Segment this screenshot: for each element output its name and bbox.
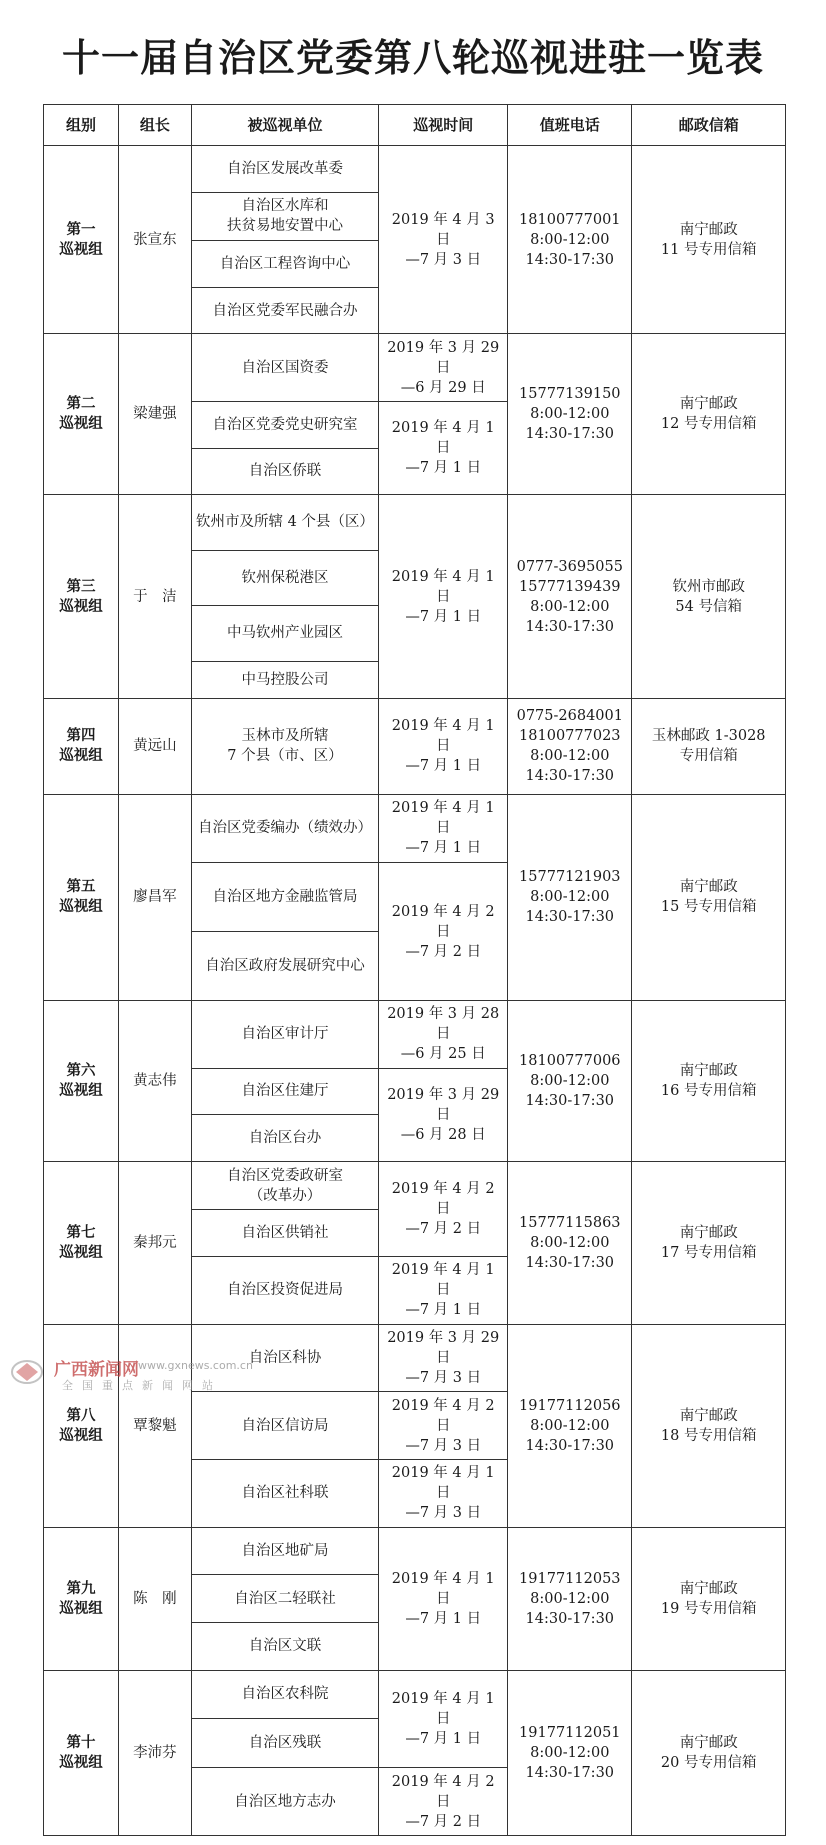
mailbox-cell: 南宁邮政 18 号专用信箱 bbox=[632, 1324, 786, 1527]
table-row bbox=[44, 1324, 786, 1392]
unit-cell: 自治区住建厅 bbox=[191, 1068, 379, 1115]
mailbox-cell: 南宁邮政 12 号专用信箱 bbox=[632, 334, 786, 495]
table-row bbox=[44, 794, 786, 863]
unit-cell: 自治区供销社 bbox=[191, 1210, 379, 1257]
unit-cell: 中马钦州产业园区 bbox=[191, 606, 379, 661]
page-title: 十一届自治区党委第八轮巡视进驻一览表 bbox=[61, 36, 764, 80]
leader-cell: 李沛芬 bbox=[119, 1670, 192, 1835]
phone-cell: 18100777006 8:00-12:00 14:30-17:30 bbox=[508, 1000, 632, 1161]
header-phone: 值班电话 bbox=[508, 105, 632, 146]
group-cell: 第九 巡视组 bbox=[44, 1527, 119, 1670]
group-cell: 第五 巡视组 bbox=[44, 794, 119, 1000]
watermark-slogan: 全国重点新闻网站 bbox=[62, 1379, 222, 1392]
phone-cell: 18100777001 8:00-12:00 14:30-17:30 bbox=[508, 146, 632, 334]
table-row bbox=[44, 495, 786, 550]
mailbox-cell: 南宁邮政 17 号专用信箱 bbox=[632, 1161, 786, 1324]
unit-cell: 自治区信访局 bbox=[191, 1392, 379, 1460]
unit-cell: 自治区地矿局 bbox=[191, 1527, 379, 1575]
leader-cell: 张宣东 bbox=[119, 146, 192, 334]
watermark-name: 广西新闻网 bbox=[54, 1360, 139, 1380]
phone-cell: 0775-2684001 18100777023 8:00-12:00 14:30-17:30 bbox=[508, 699, 632, 794]
header-time: 巡视时间 bbox=[379, 105, 508, 146]
leader-cell: 秦邦元 bbox=[119, 1161, 192, 1324]
header-leader: 组长 bbox=[119, 105, 192, 146]
unit-cell: 自治区地方志办 bbox=[191, 1768, 379, 1836]
leader-cell: 覃黎魁 bbox=[119, 1324, 192, 1527]
phone-cell: 19177112051 8:00-12:00 14:30-17:30 bbox=[508, 1670, 632, 1835]
unit-cell: 玉林市及所辖 7 个县（市、区） bbox=[191, 699, 379, 794]
group-cell: 第二 巡视组 bbox=[44, 334, 119, 495]
time-cell: 2019 年 4 月 2 日 —7 月 2 日 bbox=[379, 1768, 508, 1836]
time-cell: 2019 年 3 月 29 日 —6 月 28 日 bbox=[379, 1068, 508, 1161]
phone-cell: 15777121903 8:00-12:00 14:30-17:30 bbox=[508, 794, 632, 1000]
phone-cell: 19177112056 8:00-12:00 14:30-17:30 bbox=[508, 1324, 632, 1527]
unit-cell: 自治区侨联 bbox=[191, 448, 379, 495]
unit-cell: 自治区投资促进局 bbox=[191, 1256, 379, 1324]
table-row bbox=[44, 1000, 786, 1068]
unit-cell: 中马控股公司 bbox=[191, 661, 379, 699]
group-cell: 第四 巡视组 bbox=[44, 699, 119, 794]
time-cell: 2019 年 4 月 1 日 —7 月 1 日 bbox=[379, 402, 508, 495]
unit-cell: 自治区地方金融监管局 bbox=[191, 863, 379, 932]
time-cell: 2019 年 4 月 1 日 —7 月 1 日 bbox=[379, 495, 508, 699]
leader-cell: 梁建强 bbox=[119, 334, 192, 495]
header-row bbox=[44, 105, 786, 146]
mailbox-cell: 南宁邮政 20 号专用信箱 bbox=[632, 1670, 786, 1835]
unit-cell: 自治区政府发展研究中心 bbox=[191, 932, 379, 1001]
unit-cell: 钦州保税港区 bbox=[191, 550, 379, 605]
leader-cell: 黄志伟 bbox=[119, 1000, 192, 1161]
mailbox-cell: 南宁邮政 15 号专用信箱 bbox=[632, 794, 786, 1000]
time-cell: 2019 年 4 月 1 日 —7 月 1 日 bbox=[379, 699, 508, 794]
watermark-url: www.gxnews.com.cn bbox=[138, 1359, 253, 1372]
unit-cell: 自治区科协 bbox=[191, 1324, 379, 1392]
group-cell: 第七 巡视组 bbox=[44, 1161, 119, 1324]
unit-cell: 自治区文联 bbox=[191, 1622, 379, 1670]
unit-cell: 自治区社科联 bbox=[191, 1459, 379, 1527]
leader-cell: 陈 刚 bbox=[119, 1527, 192, 1670]
time-cell: 2019 年 3 月 29 日 —7 月 3 日 bbox=[379, 1324, 508, 1392]
phone-cell: 15777115863 8:00-12:00 14:30-17:30 bbox=[508, 1161, 632, 1324]
time-cell: 2019 年 4 月 1 日 —7 月 3 日 bbox=[379, 1459, 508, 1527]
header-group: 组别 bbox=[44, 105, 119, 146]
unit-cell: 自治区二轻联社 bbox=[191, 1575, 379, 1623]
header-unit: 被巡视单位 bbox=[191, 105, 379, 146]
unit-cell: 自治区台办 bbox=[191, 1115, 379, 1162]
group-cell: 第八 巡视组 bbox=[44, 1324, 119, 1527]
mailbox-cell: 钦州市邮政 54 号信箱 bbox=[632, 495, 786, 699]
unit-cell: 自治区审计厅 bbox=[191, 1000, 379, 1068]
table-row bbox=[44, 1161, 786, 1210]
table-row bbox=[44, 699, 786, 794]
unit-cell: 自治区农科院 bbox=[191, 1670, 379, 1719]
unit-cell: 自治区党委党史研究室 bbox=[191, 402, 379, 449]
phone-cell: 0777-3695055 15777139439 8:00-12:00 14:30-17:30 bbox=[508, 495, 632, 699]
group-cell: 第三 巡视组 bbox=[44, 495, 119, 699]
table-row bbox=[44, 146, 786, 193]
unit-cell: 自治区党委编办（绩效办） bbox=[191, 794, 379, 863]
time-cell: 2019 年 3 月 28 日 —6 月 25 日 bbox=[379, 1000, 508, 1068]
inspection-table bbox=[43, 104, 786, 1836]
unit-cell: 自治区党委政研室 （改革办） bbox=[191, 1161, 379, 1210]
leader-cell: 廖昌军 bbox=[119, 794, 192, 1000]
time-cell: 2019 年 4 月 1 日 —7 月 1 日 bbox=[379, 1670, 508, 1768]
unit-cell: 自治区残联 bbox=[191, 1719, 379, 1768]
table-row bbox=[44, 334, 786, 402]
unit-cell: 自治区发展改革委 bbox=[191, 146, 379, 193]
unit-cell: 自治区国资委 bbox=[191, 334, 379, 402]
phone-cell: 19177112053 8:00-12:00 14:30-17:30 bbox=[508, 1527, 632, 1670]
mailbox-cell: 南宁邮政 11 号专用信箱 bbox=[632, 146, 786, 334]
unit-cell: 钦州市及所辖 4 个县（区） bbox=[191, 495, 379, 550]
table-row bbox=[44, 1670, 786, 1719]
mailbox-cell: 南宁邮政 16 号专用信箱 bbox=[632, 1000, 786, 1161]
group-cell: 第一 巡视组 bbox=[44, 146, 119, 334]
table-row bbox=[44, 1527, 786, 1575]
time-cell: 2019 年 3 月 29 日 —6 月 29 日 bbox=[379, 334, 508, 402]
mailbox-cell: 玉林邮政 1-3028 专用信箱 bbox=[632, 699, 786, 794]
mailbox-cell: 南宁邮政 19 号专用信箱 bbox=[632, 1527, 786, 1670]
unit-cell: 自治区党委军民融合办 bbox=[191, 287, 379, 334]
time-cell: 2019 年 4 月 2 日 —7 月 2 日 bbox=[379, 1161, 508, 1256]
time-cell: 2019 年 4 月 2 日 —7 月 3 日 bbox=[379, 1392, 508, 1460]
unit-cell: 自治区水库和 扶贫易地安置中心 bbox=[191, 192, 379, 241]
time-cell: 2019 年 4 月 2 日 —7 月 2 日 bbox=[379, 863, 508, 1001]
leader-cell: 黄远山 bbox=[119, 699, 192, 794]
time-cell: 2019 年 4 月 1 日 —7 月 1 日 bbox=[379, 794, 508, 863]
leader-cell: 于 洁 bbox=[119, 495, 192, 699]
gxnews-logo-icon bbox=[10, 1357, 44, 1387]
time-cell: 2019 年 4 月 3 日 —7 月 3 日 bbox=[379, 146, 508, 334]
unit-cell: 自治区工程咨询中心 bbox=[191, 241, 379, 288]
header-mailbox: 邮政信箱 bbox=[632, 105, 786, 146]
time-cell: 2019 年 4 月 1 日 —7 月 1 日 bbox=[379, 1256, 508, 1324]
time-cell: 2019 年 4 月 1 日 —7 月 1 日 bbox=[379, 1527, 508, 1670]
phone-cell: 15777139150 8:00-12:00 14:30-17:30 bbox=[508, 334, 632, 495]
group-cell: 第六 巡视组 bbox=[44, 1000, 119, 1161]
group-cell: 第十 巡视组 bbox=[44, 1670, 119, 1835]
